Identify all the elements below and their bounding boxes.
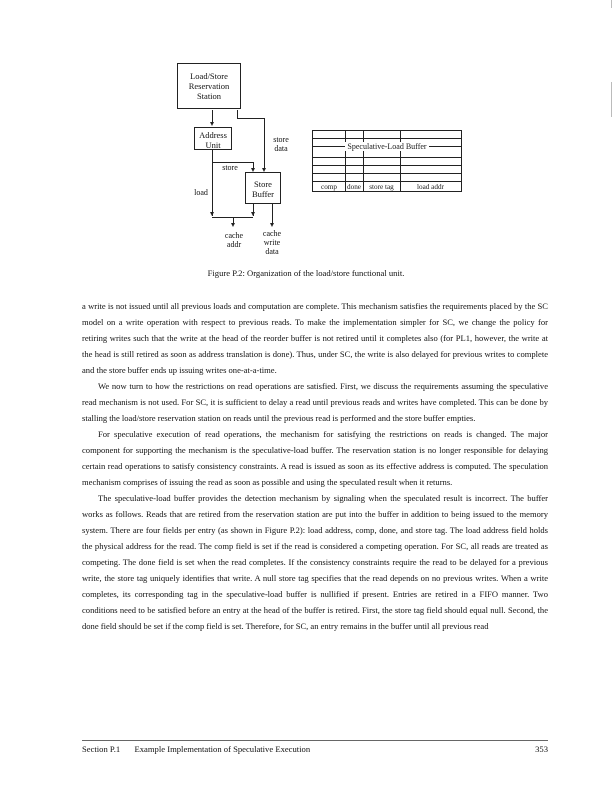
slb-field-done: done [347, 183, 361, 191]
reservation-station-box [177, 63, 241, 109]
rs-store-data-line-a [237, 110, 238, 118]
footer-section: Section P.1 [82, 744, 121, 754]
footer-title: Example Implementation of Speculative Execution [134, 744, 311, 754]
arrow-icon [231, 223, 235, 227]
cache-write-data-label: cache write data [262, 229, 282, 256]
slb-field-load-addr: load addr [417, 183, 444, 191]
slb-row-line [313, 157, 461, 158]
page-footer [82, 744, 548, 754]
figure-caption: Figure P.2: Organization of the load/store functional unit. [207, 268, 405, 278]
reservation-station-label-line2: Reservation [188, 81, 230, 91]
arrow-icon [251, 212, 255, 216]
slb-field-comp: comp [321, 183, 337, 191]
slb-title: Speculative-Load Buffer [347, 142, 427, 151]
body-text [82, 298, 548, 634]
slb-field-store-tag: store tag [369, 183, 394, 191]
store-data-label: store data [273, 135, 289, 153]
reservation-station-label-line1: Load/Store [190, 71, 228, 81]
cache-addr-label: cache addr [224, 231, 244, 249]
reservation-station-label-line3: Station [196, 91, 222, 101]
speculative-load-buffer [312, 130, 462, 192]
store-buffer-box [245, 172, 281, 204]
slb-row-line [313, 165, 461, 166]
paragraph: For speculative execution of read operations, the mechanism for satisfying the restrictions on reads is changed. The major component for supporting the mechanism is the speculative-load buffer. The reservation station is no longer responsible for delaying certain read operations to satisfy consistency constraints. A read is issued as soon as its effective address is computed. The speculation mechanism comprises of issuing the read as soon as possible and using the speculated result when it returns. [82, 429, 548, 487]
arrow-icon [210, 212, 214, 216]
paragraph: The speculative-load buffer provides the detection mechanism by signaling when the speculated result is incorrect. The buffer works as follows. Reads that are retired from the reservation station are put into the buffer in addition to being issued to the memory system. There are four fields per entry (as shown in Figure P.2): load address, comp, done, and store tag. The load address field holds the physical address for the read. The comp field is set if the read is considered a competing operation. For SC, all reads are treated as competing. The done field is set when the read completes. If the consistency constraints require the read to be delayed for a previous write, the store tag uniquely identifies that write. A null store tag specifies that the read depends on no previous writes. When a write completes, its corresponding tag in the speculative-load buffer is nullified if present. Entries are retired in a FIFO manner. Two conditions need to be satisfied before an entry at the head of the buffer is retired. First, the store tag field should equal null. Second, the done field should be set if the comp field is set. Therefore, for SC, an entry remains in the buffer until all previous read [82, 493, 548, 631]
slb-row-line [313, 138, 461, 139]
slb-field-labels [313, 181, 461, 192]
sb-data-out [272, 204, 273, 225]
paragraph: We now turn to how the restrictions on read operations are satisfied. First, we discuss the requirements assuming the speculative read mechanism is not used. For SC, it is sufficient to delay a read until previous reads and writes have completed. This can be done by stalling the load/store reservation station on reads until the previous read is performed and the store buffer empties. [82, 381, 548, 423]
rs-store-data-line-b [237, 118, 264, 119]
footer-rule [82, 740, 548, 741]
address-load-line [212, 150, 213, 216]
page-number: 353 [535, 744, 548, 754]
store-buffer-label-line2: Buffer [251, 189, 275, 199]
address-unit-box [194, 127, 232, 150]
paragraph: a write is not issued until all previous loads and computation are complete. This mechanism satisfies the requirements placed by the SC model on a write operation with respect to previous reads. To make the implementation simpler for SC, we change the policy for retiring writes such that the write at the head of the reorder buffer is not retired until it completes also (for PL1, however, the write at the head is still retired as soon as address translation is done). Thus, under SC, the write is also delayed for previous writes to complete and the store buffer ends up issuing writes one-at-a-time. [82, 301, 548, 375]
arrow-icon [270, 223, 274, 227]
store-buffer-label-line1: Store [254, 179, 272, 189]
rs-store-data-line-c [264, 118, 265, 170]
address-unit-label-line2: Unit [205, 140, 221, 150]
load-label: load [194, 188, 208, 197]
address-unit-label-line1: Address [199, 130, 227, 140]
arrow-icon [210, 122, 214, 126]
store-label: store [222, 163, 238, 172]
slb-row-line [313, 173, 461, 174]
